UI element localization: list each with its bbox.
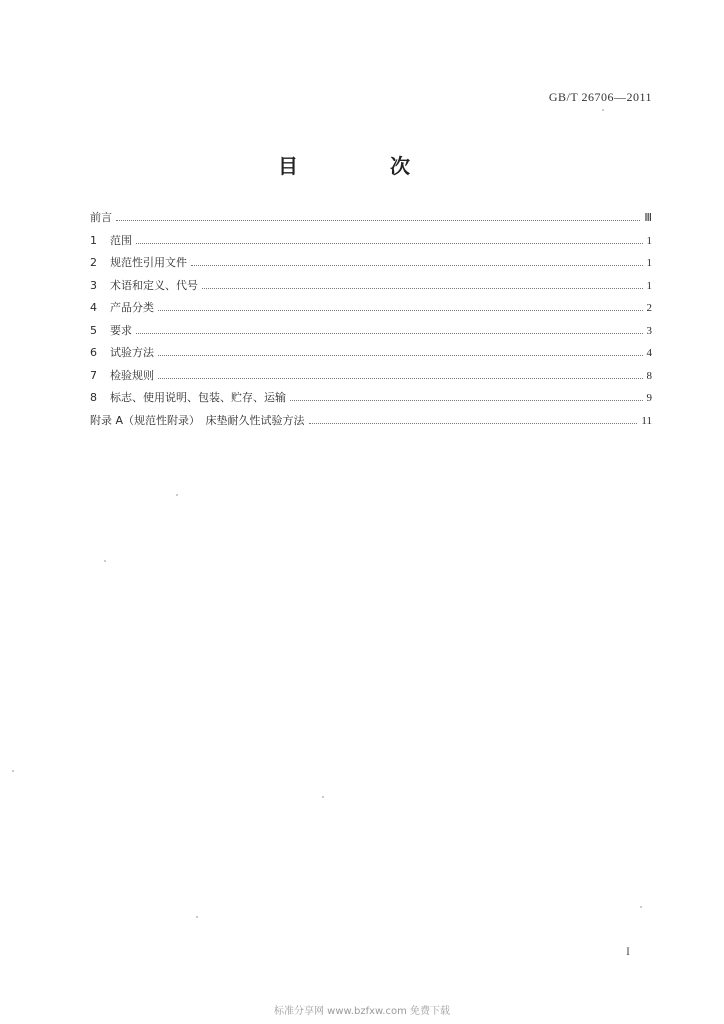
toc-leader-dots	[158, 377, 643, 379]
toc-label: 检验规则	[110, 368, 154, 382]
toc-row-2[interactable]	[90, 254, 652, 277]
scan-speck	[104, 560, 106, 562]
toc-row-1[interactable]	[90, 232, 652, 255]
toc-row-appendix-a[interactable]	[90, 412, 652, 435]
toc-leader-dots	[136, 332, 643, 334]
toc-page: 1	[646, 279, 652, 292]
toc-leader-dots	[202, 287, 643, 289]
toc-row-6[interactable]	[90, 344, 652, 367]
toc-leader-dots	[191, 264, 643, 266]
toc-number: 2	[90, 256, 97, 269]
scan-speck	[640, 906, 642, 908]
toc-label: 标志、使用说明、包装、贮存、运输	[110, 391, 286, 404]
toc-number: 3	[90, 278, 97, 292]
toc-number: 5	[90, 323, 97, 337]
toc-row-5[interactable]	[90, 322, 652, 345]
toc-row-7[interactable]	[90, 367, 652, 390]
toc-label: 要求	[110, 323, 132, 337]
table-of-contents	[90, 209, 652, 434]
toc-label: 前言	[90, 211, 112, 224]
toc-page: 8	[646, 369, 652, 382]
toc-page: Ⅲ	[644, 212, 652, 224]
toc-leader-dots	[309, 422, 638, 424]
toc-number: 4	[90, 301, 97, 314]
toc-row-3[interactable]	[90, 277, 652, 300]
toc-page: 4	[646, 347, 652, 359]
toc-leader-dots	[116, 219, 640, 221]
toc-leader-dots	[158, 354, 643, 356]
watermark-text: 标准分享网 www.bzfxw.com 免费下载	[274, 1006, 450, 1017]
toc-number: 7	[90, 368, 97, 382]
standard-code: GB/T 26706—2011	[548, 90, 652, 104]
toc-page: 1	[646, 234, 652, 247]
toc-row-foreword[interactable]	[90, 209, 652, 232]
toc-leader-dots	[158, 309, 643, 311]
scan-speck	[196, 916, 198, 918]
toc-number: 8	[90, 391, 97, 404]
toc-label: 产品分类	[110, 301, 154, 314]
scan-speck	[322, 796, 324, 798]
scan-speck	[176, 494, 178, 496]
toc-number: 1	[90, 233, 97, 247]
toc-label: 试验方法	[110, 346, 154, 359]
toc-page: 2	[646, 302, 652, 314]
toc-label: 范围	[110, 233, 132, 247]
toc-number: 6	[90, 346, 97, 359]
toc-label: 术语和定义、代号	[110, 278, 198, 292]
toc-page: 9	[646, 392, 652, 404]
toc-page: 3	[646, 324, 652, 337]
toc-label: 规范性引用文件	[110, 256, 187, 269]
scan-speck	[12, 770, 14, 772]
toc-row-8[interactable]	[90, 389, 652, 412]
toc-leader-dots	[290, 399, 643, 401]
scan-speck	[602, 109, 604, 111]
toc-label: 附录 A（规范性附录） 床垫耐久性试验方法	[90, 413, 305, 427]
page-number: I	[626, 944, 630, 958]
toc-page: 1	[646, 257, 652, 269]
toc-leader-dots	[136, 242, 643, 244]
page-title: 目 次	[278, 154, 446, 178]
toc-row-4[interactable]	[90, 299, 652, 322]
toc-page: 11	[641, 414, 652, 427]
